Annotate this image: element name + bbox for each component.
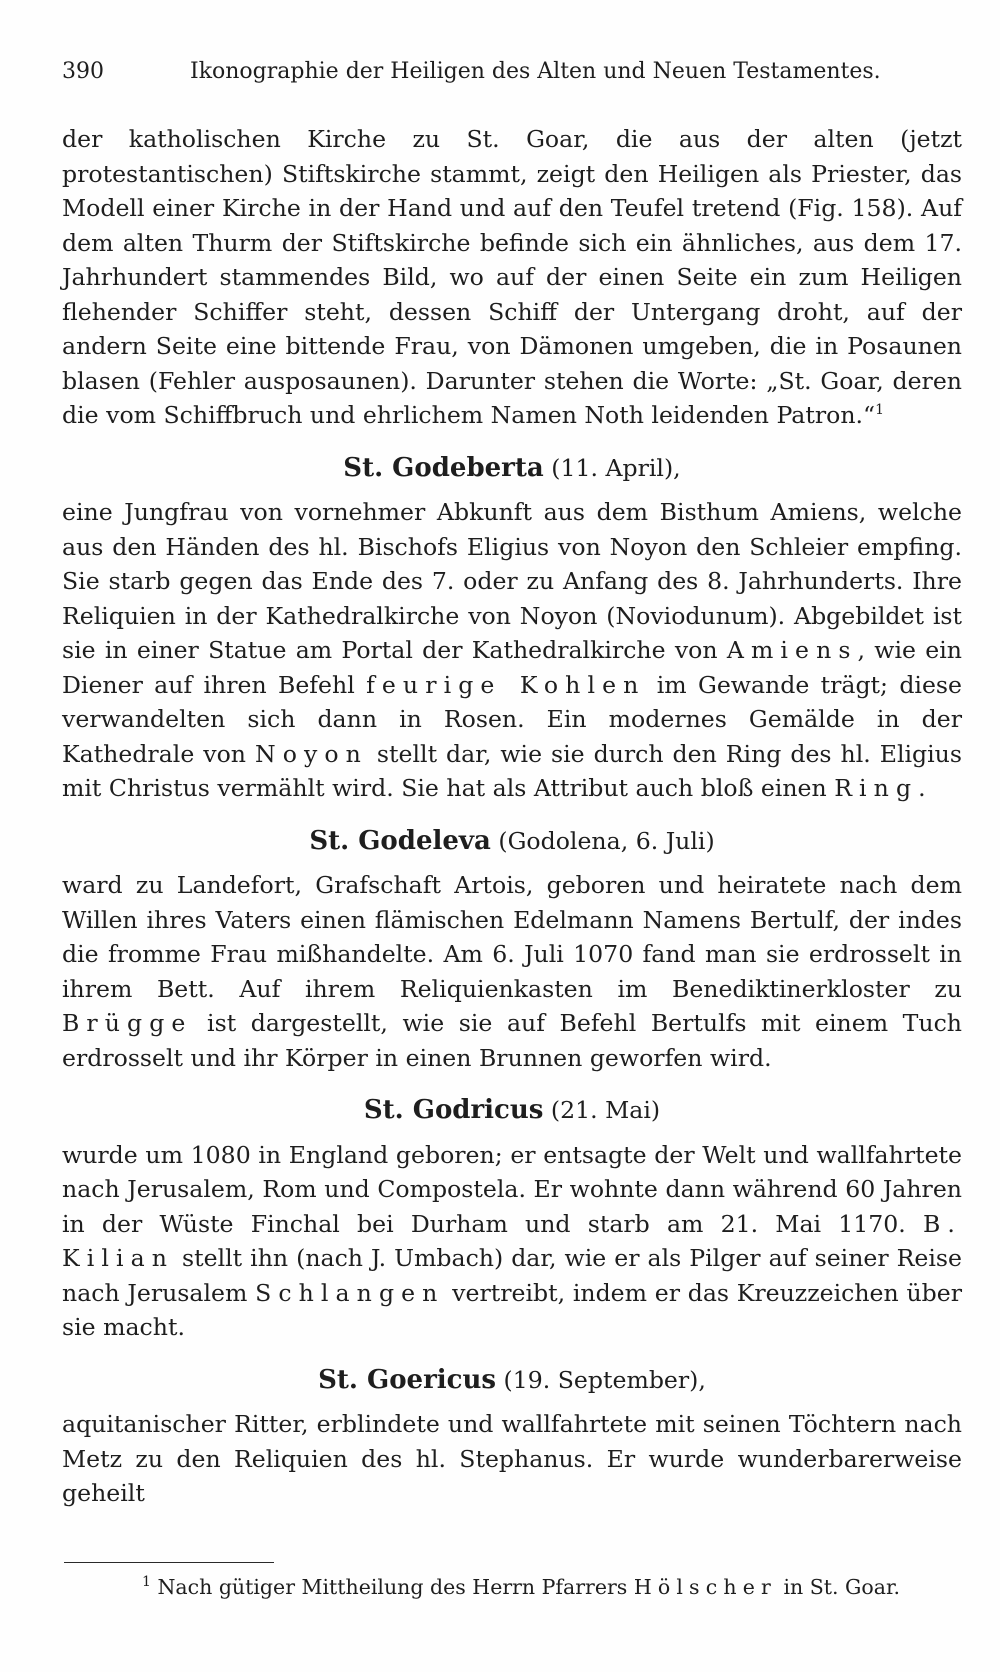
entry-text-goericus (62, 1407, 962, 1511)
saint-dates: (11. April), (551, 453, 681, 482)
running-head-title: Ikonographie der Heiligen des Alten und Neuen Testamentes. (190, 59, 881, 84)
saint-name: St. Godeleva (309, 825, 491, 856)
spaced-term: feurige Kohlen (366, 670, 646, 699)
text-run: Nach gütiger Mittheilung des Herrn Pfarrers (157, 1575, 634, 1599)
saint-dates: (21. Mai) (550, 1096, 661, 1124)
body-text (62, 122, 962, 1511)
saint-name: St. Godricus (363, 1095, 544, 1125)
intro-paragraph (62, 122, 962, 433)
saint-dates: (19. September), (503, 1365, 706, 1394)
text-run: vertreibt, indem er das Kreuzzeichen über sie macht. (62, 1278, 962, 1341)
footnote-reference: 1 (875, 402, 885, 419)
footnote-marker: 1 (142, 1574, 151, 1591)
running-head (62, 52, 962, 92)
entry-heading-godricus (62, 1093, 962, 1128)
entry-heading-godeleva (62, 824, 962, 859)
saint-name: St. Goericus (318, 1364, 497, 1395)
intro-text: der katholischen Kirche zu St. Goar, die aus der alten (jetzt protestantischen) Stiftskirche stammt, zeigt den Heiligen als Priester, das Modell einer Kirche in der Hand und auf den Teufel tretend (Fig. 158). Auf dem alten Thurm der Stiftskirche befinde sich ein ähnliches, aus dem 17. Jahrhundert stammendes Bild, wo auf der einen Seite ein zum Heiligen flehender Schiffer steht, dessen Schiff der Untergang droht, auf der andern Seite eine bittende Frau, von Dämonen umgeben, die in Posaunen blasen (Fehler ausposaunen). Darunter stehen die Worte: „St. Goar, deren die vom Schiffbruch und ehrlichem Namen Noth leidenden Patron.“ (62, 125, 962, 429)
footnote-divider (64, 1562, 274, 1563)
entry-text-godeleva (62, 868, 962, 1075)
spaced-term: B. Kilian (62, 1209, 962, 1272)
entry-text-godeberta (62, 495, 962, 806)
page-number: 390 (62, 59, 104, 84)
spaced-term: Amiens (726, 636, 858, 664)
saint-dates: (Godolena, 6. Juli) (498, 826, 715, 855)
book-page (62, 52, 962, 1652)
text-run: eine Jungfrau von vornehmer Abkunft aus dem Bisthum Amiens, welche aus den Händen des hl. Bischofs Eligius von Noyon den Schleier empfing. Sie starb gegen das Ende des 7. oder zu Anfang des 8. Jahrhunderts. Ihre Reliquien in der Kathedralkirche von Noyon (Noviodunum). Abgebildet ist sie in einer Statue am Portal der Kathedralkirche von (62, 498, 962, 664)
text-run: aquitanischer Ritter, erblindete und wallfahrtete mit seinen Töchtern nach Metz zu den Reliquien des hl. Stephanus. Er wurde wunderbarerweise geheilt (62, 1410, 962, 1507)
text-run: , wie ein Diener auf ihren Befehl (62, 636, 962, 699)
saint-name: St. Godeberta (343, 452, 544, 483)
entry-text-godricus (62, 1138, 962, 1345)
spaced-term: Schlangen (255, 1278, 445, 1307)
text-run: im Gewande trägt; diese verwandelten sich dann in Rosen. Ein modernes Gemälde in der Kathedrale von (62, 670, 962, 768)
entry-heading-godeberta (62, 451, 962, 486)
text-run: stellt dar, wie sie durch den Ring des hl. Eligius mit Christus vermählt wird. Sie hat als Attribut auch bloß einen (62, 739, 962, 802)
spaced-term: Brügge (62, 1009, 193, 1037)
text-run: stellt ihn (nach J. Umbach) dar, wie er als Pilger auf seiner Reise nach Jerusalem (62, 1244, 962, 1307)
entry-heading-goericus (62, 1363, 962, 1398)
text-run: wurde um 1080 in England geboren; er entsagte der Welt und wallfahrtete nach Jerusalem, Rom und Compostela. Er wohnte dann während 60 Jahren in der Wüste Finchal bei Durham und starb am 21. Mai 1170. (62, 1140, 962, 1238)
text-run: ist dargestellt, wie sie auf Befehl Bertulfs mit einem Tuch erdrosselt und ihr Körper in einen Brunnen geworfen wird. (62, 1009, 962, 1072)
text-run: . (918, 774, 926, 802)
spaced-term: Hölscher (633, 1575, 777, 1599)
text-run: in St. Goar. (776, 1575, 901, 1599)
spaced-term: Ring (834, 774, 919, 802)
text-run: ward zu Landefort, Grafschaft Artois, geboren und heiratete nach dem Willen ihres Vaters einen flämischen Edelmann Namens Bertulf, der indes die fromme Frau mißhandelte. Am 6. Juli 1070 fand man sie erdrosselt in ihrem Bett. Auf ihrem Reliquienkasten im Benediktinerkloster zu (62, 871, 962, 1003)
footnote (142, 1572, 900, 1602)
spaced-term: Noyon (254, 739, 368, 768)
